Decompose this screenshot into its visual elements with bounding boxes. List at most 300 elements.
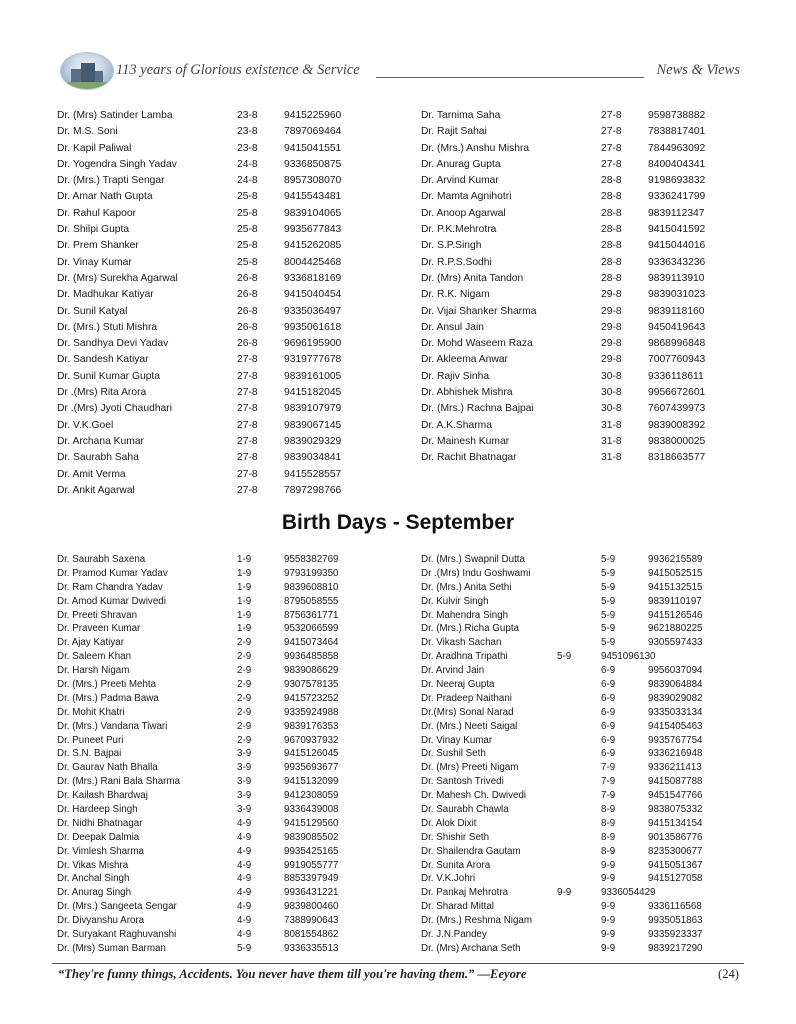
- birth-date: 2-9: [237, 679, 252, 691]
- birth-date: 5-9: [601, 567, 616, 579]
- september-birthdays-right-column: [421, 553, 721, 956]
- list-item: [57, 238, 357, 254]
- list-item: [421, 385, 721, 401]
- list-item: [421, 238, 721, 254]
- list-item: [57, 553, 357, 567]
- list-item: [421, 706, 721, 720]
- phone-number: 9336818169: [284, 272, 342, 284]
- member-name: Dr. Harsh Nigam: [57, 665, 130, 677]
- member-name: Dr. (Mrs.) Trapti Sengar: [57, 175, 165, 187]
- member-name: Dr. Shilpi Gupta: [57, 224, 130, 236]
- birth-date: 28-8: [601, 175, 622, 187]
- birth-date: 3-9: [237, 804, 252, 816]
- list-item: [421, 914, 721, 928]
- member-name: Dr. (Mrs.) Anita Sethi: [421, 581, 512, 593]
- birth-date: 29-8: [601, 354, 622, 366]
- birth-date: 5-9: [601, 581, 616, 593]
- member-name: Dr. A.K.Sharma: [421, 419, 492, 431]
- list-item: [57, 803, 357, 817]
- birth-date: 4-9: [237, 817, 252, 829]
- birth-date: 30-8: [601, 403, 622, 415]
- phone-number: 9415073464: [284, 637, 339, 649]
- phone-number: 9838000025: [648, 435, 706, 447]
- phone-number: 9839608810: [284, 581, 339, 593]
- phone-number: 9839118160: [648, 305, 705, 317]
- list-item: [57, 124, 357, 140]
- phone-number: 9839104065: [284, 207, 342, 219]
- list-item: [57, 914, 357, 928]
- phone-number: 9839110197: [648, 595, 702, 607]
- phone-number: 9839064884: [648, 679, 703, 691]
- phone-number: 9839067145: [284, 419, 342, 431]
- list-item: [421, 287, 721, 303]
- phone-number: 9839800460: [284, 901, 339, 913]
- phone-number: 7607439973: [648, 403, 706, 415]
- birth-date: 25-8: [237, 224, 258, 236]
- list-item: [57, 678, 357, 692]
- page-number: (24): [718, 967, 739, 981]
- phone-number: 9319777678: [284, 354, 342, 366]
- birth-date: 1-9: [237, 595, 252, 607]
- header-tagline: 113 years of Glorious existence & Service: [116, 62, 360, 78]
- list-item: [421, 817, 721, 831]
- birth-date: 4-9: [237, 845, 252, 857]
- list-item: [57, 255, 357, 271]
- birth-date: 5-9: [557, 651, 572, 663]
- phone-number: 9415044016: [648, 240, 706, 252]
- birth-date: 4-9: [237, 873, 252, 885]
- birth-date: 1-9: [237, 623, 252, 635]
- member-name: Dr. (Mrs.) Sangeeta Sengar: [57, 901, 177, 913]
- member-name: Dr. Rajit Sahai: [421, 126, 487, 138]
- member-name: Dr. Saurabh Saxena: [57, 554, 146, 565]
- phone-number: 9935051863: [648, 915, 703, 927]
- member-name: Dr. Tarnima Saha: [421, 110, 501, 121]
- birth-date: 5-9: [601, 595, 616, 607]
- list-item: [421, 692, 721, 706]
- birth-date: 3-9: [237, 776, 252, 788]
- birth-date: 27-8: [601, 110, 622, 121]
- list-item: [57, 271, 357, 287]
- member-name: Dr. R.P.S.Sodhi: [421, 256, 492, 268]
- birth-date: 27-8: [237, 452, 258, 464]
- list-item: [421, 206, 721, 222]
- list-item: [421, 734, 721, 748]
- birth-date: 6-9: [601, 679, 616, 691]
- member-name: Dr. V.K.Johri: [421, 873, 476, 885]
- birth-date: 4-9: [237, 831, 252, 843]
- phone-number: 9415087788: [648, 776, 703, 788]
- member-name: Dr. Mohd Waseem Raza: [421, 338, 533, 350]
- member-name: Dr. (Mrs) Anita Tandon: [421, 272, 524, 284]
- birth-date: 2-9: [237, 637, 252, 649]
- phone-number: 7007760943: [648, 354, 706, 366]
- phone-number: 9839031023: [648, 289, 706, 301]
- member-name: Dr. Saurabh Saha: [57, 452, 139, 464]
- birth-date: 26-8: [237, 338, 258, 350]
- phone-number: 9415051367: [648, 859, 703, 871]
- birth-date: 2-9: [237, 651, 252, 663]
- phone-number: 9415040454: [284, 289, 342, 301]
- phone-number: 9415134154: [648, 817, 703, 829]
- birth-date: 9-9: [601, 859, 616, 871]
- phone-number: 9621880225: [648, 623, 703, 635]
- phone-number: 7897069464: [284, 126, 342, 138]
- birth-date: 4-9: [237, 859, 252, 871]
- list-item: [57, 418, 357, 434]
- phone-number: 9335033134: [648, 706, 703, 718]
- section-title-september: Birth Days - September: [281, 511, 515, 534]
- phone-number: 9415041592: [648, 224, 706, 236]
- birth-date: 7-9: [601, 762, 616, 774]
- list-item: [57, 467, 357, 483]
- member-name: Dr. Madhukar Katiyar: [57, 289, 154, 301]
- birth-date: 23-8: [237, 142, 258, 154]
- birth-date: 8-9: [601, 845, 616, 857]
- birth-date: 28-8: [601, 224, 622, 236]
- member-name: Dr. V.K.Goel: [57, 419, 114, 431]
- birth-date: 27-8: [237, 354, 258, 366]
- phone-number: 8957308070: [284, 175, 342, 187]
- member-name: Dr. (Mrs.) Anshu Mishra: [421, 142, 530, 154]
- phone-number: 9415528557: [284, 468, 342, 480]
- member-name: Dr. Sandesh Katiyar: [57, 354, 149, 366]
- birth-date: 4-9: [237, 887, 252, 899]
- birth-date: 9-9: [557, 887, 572, 899]
- member-name: Dr. S.P.Singh: [421, 240, 482, 252]
- phone-number: 9839217290: [648, 942, 703, 954]
- list-item: [421, 678, 721, 692]
- member-name: Dr. M.S. Soni: [57, 126, 118, 138]
- member-name: Dr. Vijai Shanker Sharma: [421, 305, 537, 317]
- birth-date: 8-9: [601, 804, 616, 816]
- birth-date: 7-9: [601, 776, 616, 788]
- member-name: Dr. Vikash Sachan: [421, 637, 502, 649]
- member-name: Dr. J.N.Pandey: [421, 929, 487, 941]
- list-item: [57, 108, 357, 124]
- member-name: Dr. Ankit Agarwal: [57, 484, 135, 496]
- birth-date: 6-9: [601, 748, 616, 760]
- list-item: [421, 595, 721, 609]
- list-item: [57, 483, 357, 499]
- list-item: [421, 886, 721, 900]
- birth-date: 24-8: [237, 158, 258, 170]
- member-name: Dr. Mahendra Singh: [421, 609, 509, 621]
- birth-date: 27-8: [237, 387, 258, 399]
- list-item: [421, 304, 721, 320]
- member-name: Dr .(Mrs) Jyoti Chaudhari: [57, 403, 173, 415]
- list-item: [57, 320, 357, 336]
- list-item: [57, 734, 357, 748]
- phone-number: 9935677843: [284, 224, 342, 236]
- phone-number: 9415182045: [284, 387, 342, 399]
- phone-number: 9956672601: [648, 387, 706, 399]
- list-item: [421, 352, 721, 368]
- list-item: [57, 831, 357, 845]
- list-item: [57, 761, 357, 775]
- list-item: [421, 173, 721, 189]
- list-item: [421, 450, 721, 466]
- member-name: Dr. (Mrs.) Preeti Mehta: [57, 679, 157, 691]
- phone-number: 9868996848: [648, 338, 706, 350]
- list-item: [57, 636, 357, 650]
- list-item: [57, 434, 357, 450]
- member-name: Dr. P.K.Mehrotra: [421, 224, 497, 236]
- birth-date: 4-9: [237, 929, 252, 941]
- phone-number: 9415132099: [284, 776, 339, 788]
- birth-date: 9-9: [601, 929, 616, 941]
- list-item: [57, 581, 357, 595]
- phone-number: 9936485858: [284, 651, 339, 663]
- phone-number: 9415129560: [284, 817, 339, 829]
- birth-date: 26-8: [237, 305, 258, 317]
- member-name: Dr. (Mrs.) Stuti Mishra: [57, 321, 158, 333]
- member-name: Dr. (Mrs.) Rani Bala Sharma: [57, 776, 181, 788]
- birth-date: 28-8: [601, 207, 622, 219]
- list-item: [57, 287, 357, 303]
- phone-number: 9307578135: [284, 679, 339, 691]
- birth-date: 25-8: [237, 240, 258, 252]
- phone-number: 9415132515: [648, 581, 703, 593]
- member-name: Dr. Yogendra Singh Yadav: [57, 158, 177, 170]
- list-item: [57, 664, 357, 678]
- list-item: [421, 803, 721, 817]
- september-birthdays-left-column: [57, 553, 357, 956]
- phone-number: 9305597433: [648, 637, 703, 649]
- list-item: [421, 928, 721, 942]
- birth-date: 31-8: [601, 419, 622, 431]
- list-item: [57, 304, 357, 320]
- list-item: [421, 720, 721, 734]
- member-name: Dr. Amar Nath Gupta: [57, 191, 153, 203]
- birth-date: 6-9: [601, 706, 616, 718]
- member-name: Dr. Hardeep Singh: [57, 804, 138, 816]
- phone-number: 9415225960: [284, 110, 342, 121]
- phone-number: 9412308059: [284, 790, 339, 802]
- list-item: [57, 789, 357, 803]
- member-name: Dr. Akleema Anwar: [421, 354, 508, 366]
- member-name: Dr. R.K. Nigam: [421, 289, 490, 301]
- birth-date: 29-8: [601, 305, 622, 317]
- birth-date: 5-9: [601, 637, 616, 649]
- list-item: [57, 817, 357, 831]
- phone-number: 9839029082: [648, 692, 703, 704]
- list-item: [421, 789, 721, 803]
- birth-date: 5-9: [601, 609, 616, 621]
- list-item: [421, 650, 721, 664]
- list-item: [57, 859, 357, 873]
- member-name: Dr. Vinay Kumar: [57, 256, 132, 268]
- phone-number: 8004425468: [284, 256, 342, 268]
- phone-number: 9839176353: [284, 720, 339, 732]
- list-item: [57, 450, 357, 466]
- birth-date: 9-9: [601, 873, 616, 885]
- list-item: [57, 141, 357, 157]
- birth-date: 27-8: [237, 370, 258, 382]
- member-name: Dr. Saleem Khan: [57, 651, 132, 663]
- member-name: Dr. Aradhna Tripathi: [421, 651, 508, 663]
- phone-number: 9415126546: [648, 609, 703, 621]
- list-item: [57, 900, 357, 914]
- birth-date: 4-9: [237, 901, 252, 913]
- list-item: [57, 692, 357, 706]
- phone-number: 7838817401: [648, 126, 706, 138]
- member-name: Dr .(Mrs) Rita Arora: [57, 387, 147, 399]
- member-name: Dr. Abhishek Mishra: [421, 387, 513, 399]
- phone-number: 9336850875: [284, 158, 342, 170]
- phone-number: 9335923337: [648, 929, 703, 941]
- member-name: Dr. Archana Kumar: [57, 435, 144, 447]
- birth-date: 23-8: [237, 110, 258, 121]
- birth-date: 5-9: [237, 942, 252, 954]
- birth-date: 7-9: [601, 790, 616, 802]
- member-name: Dr. Anoop Agarwal: [421, 207, 506, 219]
- birth-date: 28-8: [601, 240, 622, 252]
- list-item: [421, 434, 721, 450]
- member-name: Dr. (Mrs) Suman Barman: [57, 942, 166, 954]
- member-name: Dr. Mamta Agnihotri: [421, 191, 512, 203]
- birth-date: 27-8: [237, 403, 258, 415]
- phone-number: 9415126045: [284, 748, 339, 760]
- phone-number: 9336211413: [648, 762, 702, 774]
- member-name: Dr. Rachit Bhatnagar: [421, 452, 517, 464]
- member-name: Dr. (Mrs.) Swapnil Dutta: [421, 554, 525, 565]
- phone-number: 9935061618: [284, 321, 342, 333]
- phone-number: 8795058555: [284, 595, 339, 607]
- list-item: [57, 369, 357, 385]
- birth-date: 8-9: [601, 831, 616, 843]
- birth-date: 9-9: [601, 901, 616, 913]
- birth-date: 3-9: [237, 748, 252, 760]
- member-name: Dr. Rahul Kapoor: [57, 207, 136, 219]
- member-name: Dr. Kulvir Singh: [421, 595, 489, 607]
- member-name: Dr. Arvind Kumar: [421, 175, 499, 187]
- birth-date: 1-9: [237, 609, 252, 621]
- phone-number: 7844963092: [648, 142, 706, 154]
- phone-number: 9793199350: [284, 567, 339, 579]
- august-birthdays-left-column: [57, 108, 357, 499]
- member-name: Dr. Prem Shanker: [57, 240, 139, 252]
- member-name: Dr. (Mrs) Satinder Lamba: [57, 110, 173, 121]
- member-name: Dr. Amit Verma: [57, 468, 126, 480]
- birth-date: 31-8: [601, 435, 622, 447]
- phone-number: 9198693832: [648, 175, 706, 187]
- footer-quote: “They're funny things, Accidents. You never have them till you're having them.” —Eeyore: [58, 967, 527, 981]
- list-item: [57, 650, 357, 664]
- member-name: Dr .(Mrs) Indu Goshwami: [421, 567, 531, 579]
- birth-date: 27-8: [237, 484, 258, 496]
- list-item: [57, 886, 357, 900]
- list-item: [421, 189, 721, 205]
- phone-number: 9935767754: [648, 734, 703, 746]
- birth-date: 27-8: [237, 419, 258, 431]
- birth-date: 26-8: [237, 289, 258, 301]
- member-name: Dr. Nidhi Bhatnagar: [57, 817, 143, 829]
- phone-number: 7388990643: [284, 915, 339, 927]
- birth-date: 25-8: [237, 191, 258, 203]
- member-name: Dr. Anurag Singh: [57, 887, 132, 899]
- member-name: Dr. Praveen Kumar: [57, 623, 141, 635]
- member-name: Dr. Alok Dixit: [421, 817, 477, 829]
- phone-number: 9935425165: [284, 845, 339, 857]
- list-item: [421, 401, 721, 417]
- list-item: [57, 401, 357, 417]
- phone-number: 9839113910: [648, 272, 705, 284]
- member-name: Dr. Divyanshu Arora: [57, 915, 145, 927]
- phone-number: 9839034841: [284, 452, 342, 464]
- birth-date: 5-9: [601, 554, 616, 565]
- phone-number: 9336054429: [601, 887, 656, 899]
- member-name: Dr. Kapil Paliwal: [57, 142, 132, 154]
- birth-date: 4-9: [237, 915, 252, 927]
- member-name: Dr. Amod Kumar Dwivedi: [57, 595, 166, 607]
- phone-number: 9335036497: [284, 305, 342, 317]
- birth-date: 2-9: [237, 706, 252, 718]
- phone-number: 8756361771: [284, 609, 339, 621]
- birth-date: 28-8: [601, 191, 622, 203]
- member-name: Dr. Preeti Shravan: [57, 609, 138, 621]
- list-item: [421, 775, 721, 789]
- list-item: [57, 706, 357, 720]
- birth-date: 6-9: [601, 720, 616, 732]
- phone-number: 9839029329: [284, 435, 342, 447]
- phone-number: 9696195900: [284, 338, 342, 350]
- list-item: [421, 859, 721, 873]
- list-item: [421, 761, 721, 775]
- phone-number: 8081554862: [284, 929, 339, 941]
- member-name: Dr. Vimlesh Sharma: [57, 845, 144, 857]
- phone-number: 9839107979: [284, 403, 342, 415]
- list-item: [57, 157, 357, 173]
- member-name: Dr. Pradeep Naithani: [421, 692, 512, 704]
- phone-number: 9415405463: [648, 720, 703, 732]
- phone-number: 9451096130: [601, 651, 656, 663]
- member-name: Dr. Sandhya Devi Yadav: [57, 338, 169, 350]
- birth-date: 26-8: [237, 321, 258, 333]
- list-item: [421, 581, 721, 595]
- birth-date: 29-8: [601, 289, 622, 301]
- list-item: [421, 664, 721, 678]
- member-name: Dr. (Mrs.) Richa Gupta: [421, 623, 519, 635]
- phone-number: 9415543481: [284, 191, 342, 203]
- member-name: Dr. (Mrs.) Padma Bawa: [57, 692, 159, 704]
- list-item: [421, 157, 721, 173]
- list-item: [57, 336, 357, 352]
- list-item: [421, 141, 721, 157]
- list-item: [421, 222, 721, 238]
- birth-date: 30-8: [601, 370, 622, 382]
- member-name: Dr.(Mrs) Sonal Narad: [421, 706, 514, 718]
- list-item: [57, 385, 357, 401]
- phone-number: 9336116568: [648, 901, 702, 913]
- footer-rule: [52, 963, 744, 964]
- list-item: [57, 942, 357, 956]
- member-name: Dr. Santosh Trivedi: [421, 776, 504, 788]
- member-name: Dr. S.N. Bajpai: [57, 748, 122, 760]
- member-name: Dr. Pramod Kumar Yadav: [57, 567, 168, 579]
- list-item: [421, 900, 721, 914]
- birth-date: 28-8: [601, 256, 622, 268]
- list-item: [57, 352, 357, 368]
- phone-number: 9839161005: [284, 370, 342, 382]
- member-name: Dr. Neeraj Gupta: [421, 679, 495, 691]
- list-item: [57, 206, 357, 222]
- list-item: [421, 271, 721, 287]
- member-name: Dr. Sunita Arora: [421, 859, 491, 871]
- phone-number: 9956037094: [648, 665, 703, 677]
- member-name: Dr. Ansul Jain: [421, 321, 484, 333]
- list-item: [57, 720, 357, 734]
